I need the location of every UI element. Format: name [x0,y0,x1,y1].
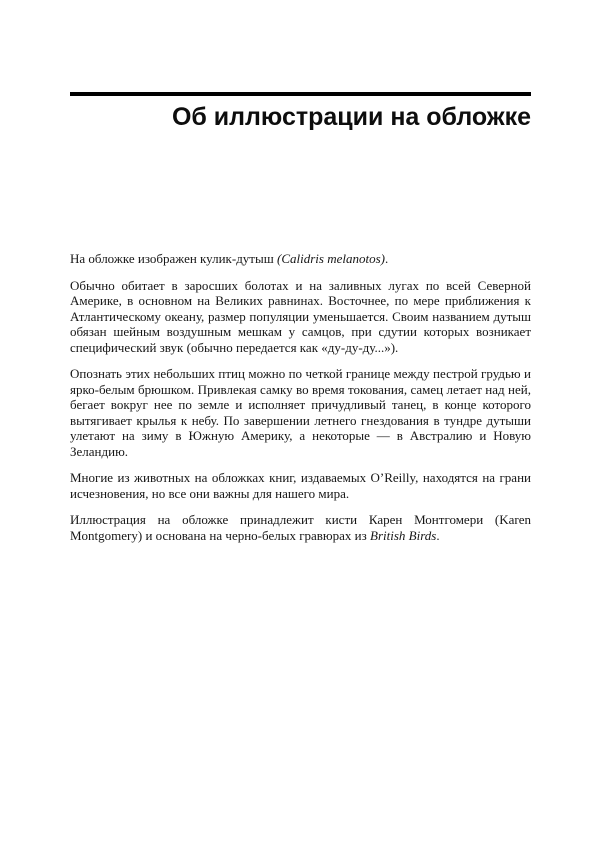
paragraph-illustrator-credit [70,512,531,543]
page-title: Об иллюстрации на обложке [171,103,531,131]
paragraph-identification: Опознать этих небольших птиц можно по четкой границе между пестрой грудью и ярко-белым брюшком. Привлекая самку во время токования, самец летает над ней, бегает вокруг нее по земле и исполняет причудливый танец, в конце которого вытягивает крылья к небу. По завершении летнего гнездования в тундре дутыши улетают на зиму в Южную Америку, а некоторые — в Австралию и Новую Зеландию. [70,366,531,459]
body-text [70,251,531,554]
paragraph-cover-bird [70,251,531,267]
paragraph-habitat: Обычно обитает в заросших болотах и на заливных лугах по всей Северной Америке, в основном на Великих равнинах. Восточнее, по мере приближения к Атлантическому океану, размер популяции уменьшается. Своим названием дутыш обязан шейным воздушным мешкам у самцов, при сдутии которых возникает специфический звук (обычно передается как «ду-ду-ду...»). [70,277,531,355]
p5-period: . [436,527,440,543]
p5-source-title: British Birds [370,527,437,543]
p1-species-name: (Calidris melanotos) [276,251,385,266]
p5-text: Иллюстрация на обложке принадлежит кисти Карен Монтгомери (Karen Montgomery) и основана на черно-белых гравюрах из [70,512,531,543]
p1-period: . [384,251,389,266]
header-rule [70,92,531,96]
p1-text: На обложке изображен кулик-дутыш [70,251,277,266]
chapter-header [70,92,531,132]
paragraph-endangered-note: Многие из животных на обложках книг, издаваемых O’Reilly, находятся на грани исчезновения, но все они важны для нашего мира. [70,470,531,501]
